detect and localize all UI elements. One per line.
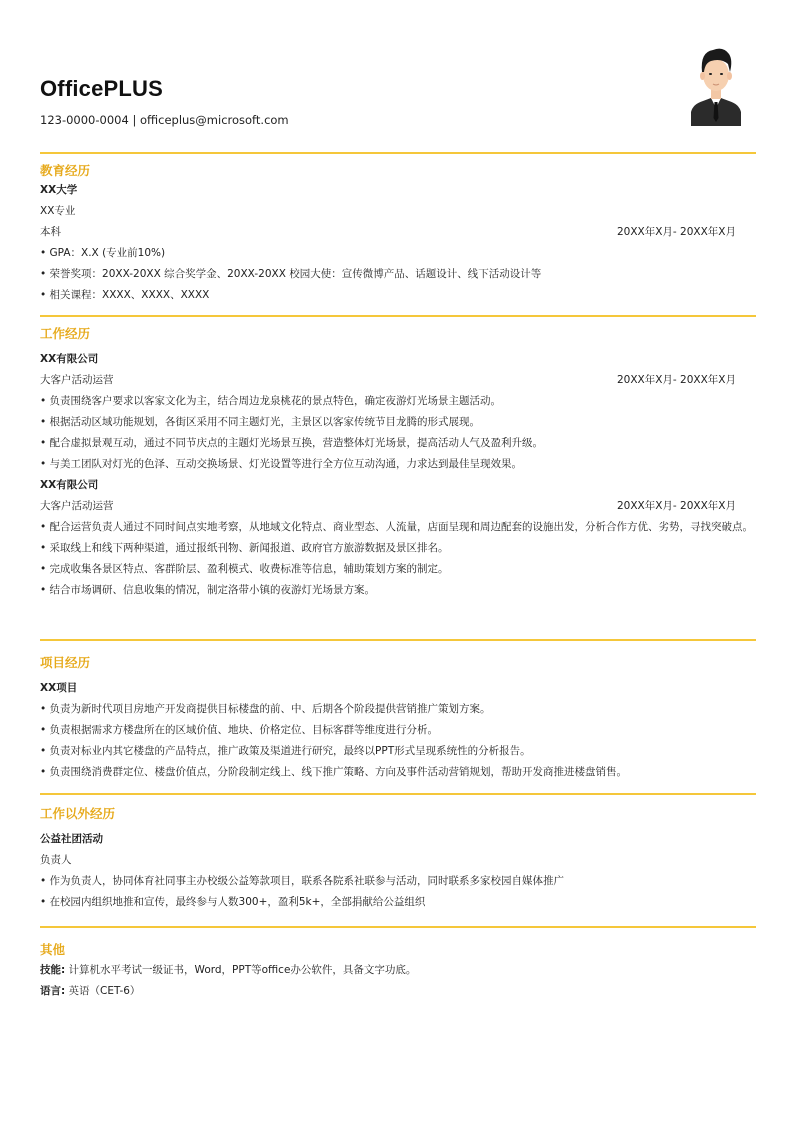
section-title-projects: 项目经历 (40, 655, 91, 670)
list-item: • 采取线上和线下两种渠道，通过报纸刊物、新闻报道、政府官方旅游数据及景区排名。 (40, 538, 756, 559)
role-row (40, 496, 756, 517)
list-item: • 在校园内组织地推和宣传，最终参与人数300+，盈利5k+，全部捐献给公益组织 (40, 892, 756, 913)
list-item: • 结合市场调研、信息收集的情况，制定洛带小镇的夜游灯光场景方案。 (40, 580, 756, 601)
list-item: • 配合运营负责人通过不同时间点实地考察，从地域文化特点、商业型态、人流量，店面呈现和周边配套的设施出发，分析合作方优、劣势，寻找突破点。 (40, 517, 756, 538)
section-divider (40, 639, 756, 641)
section-divider (40, 152, 756, 154)
list-item: • 荣誉奖项：20XX-20XX 综合奖学金、20XX-20XX 校园大使：宣传微博产品、话题设计、线下活动设计等 (40, 264, 756, 285)
job-role: 大客户活动运营 (40, 500, 114, 512)
work-section (40, 315, 756, 635)
education-section (40, 152, 756, 312)
section-title-education: 教育经历 (40, 163, 91, 178)
list-item: • 相关课程：XXXX、XXXX、XXXX (40, 285, 756, 306)
job-date: 20XX年X月- 20XX年X月 (616, 374, 736, 386)
education-date: 20XX年X月- 20XX年X月 (616, 226, 736, 238)
list-item: • 作为负责人，协同体育社同事主办校级公益筹款项目，联系各院系社联参与活动，同时联系多家校园自媒体推广 (40, 871, 756, 892)
list-item: • GPA：X.X (专业前10%) (40, 243, 756, 264)
section-title-work: 工作经历 (40, 326, 91, 341)
list-item: • 配合虚拟景观互动，通过不同节庆点的主题灯光场景互换，营造整体灯光场景，提高活动人气及盈利升级。 (40, 433, 756, 454)
section-title-extra: 工作以外经历 (40, 806, 116, 821)
language-text: 英语（CET-6） (68, 985, 141, 997)
organization-role: 负责人 (40, 854, 72, 866)
profile-photo (691, 42, 741, 126)
company-name: XX有限公司 (40, 353, 99, 365)
section-divider (40, 315, 756, 317)
contact-info: 123-0000-0004 | officeplus@microsoft.com (40, 113, 289, 127)
role-row (40, 370, 756, 391)
list-item: • 完成收集各景区特点、客群阶层、盈利模式、收费标准等信息，辅助策划方案的制定。 (40, 559, 756, 580)
list-item: • 负责围绕客户要求以客家文化为主，结合周边龙泉桃花的景点特色，确定夜游灯光场景主题活动。 (40, 391, 756, 412)
degree-row (40, 222, 756, 243)
other-section (40, 926, 756, 1016)
extra-section (40, 793, 756, 923)
degree: 本科 (40, 226, 61, 238)
skills-row (40, 960, 756, 981)
major: XX专业 (40, 205, 76, 217)
resume-header (40, 76, 289, 127)
section-divider (40, 793, 756, 795)
skills-text: 计算机水平考试一级证书，Word，PPT等office办公软件，具备文字功底。 (68, 964, 417, 976)
projects-section (40, 639, 756, 789)
candidate-name: OfficePLUS (40, 76, 164, 101)
skills-label: 技能: (40, 964, 66, 976)
language-label: 语言: (40, 985, 66, 997)
list-item: • 负责为新时代项目房地产开发商提供目标楼盘的前、中、后期各个阶段提供营销推广策划方案。 (40, 699, 756, 720)
school-name: XX大学 (40, 184, 78, 196)
job-date: 20XX年X月- 20XX年X月 (616, 500, 736, 512)
list-item: • 负责根据需求方楼盘所在的区域价值、地块、价格定位、目标客群等维度进行分析。 (40, 720, 756, 741)
company-name: XX有限公司 (40, 479, 99, 491)
list-item: • 根据活动区域功能规划，各街区采用不同主题灯光，主景区以客家传统节目龙腾的形式展现。 (40, 412, 756, 433)
project-name: XX项目 (40, 682, 78, 694)
organization-name: 公益社团活动 (40, 833, 103, 845)
section-title-other: 其他 (40, 942, 66, 957)
section-divider (40, 926, 756, 928)
list-item: • 与美工团队对灯光的色泽、互动交换场景、灯光设置等进行全方位互动沟通，力求达到最佳呈现效果。 (40, 454, 756, 475)
language-row (40, 981, 756, 1002)
job-role: 大客户活动运营 (40, 374, 114, 386)
list-item: • 负责围绕消费群定位、楼盘价值点，分阶段制定线上、线下推广策略、方向及事件活动营销规划，帮助开发商推进楼盘销售。 (40, 762, 756, 783)
list-item: • 负责对标业内其它楼盘的产品特点，推广政策及渠道进行研究，最终以PPT形式呈现系统性的分析报告。 (40, 741, 756, 762)
